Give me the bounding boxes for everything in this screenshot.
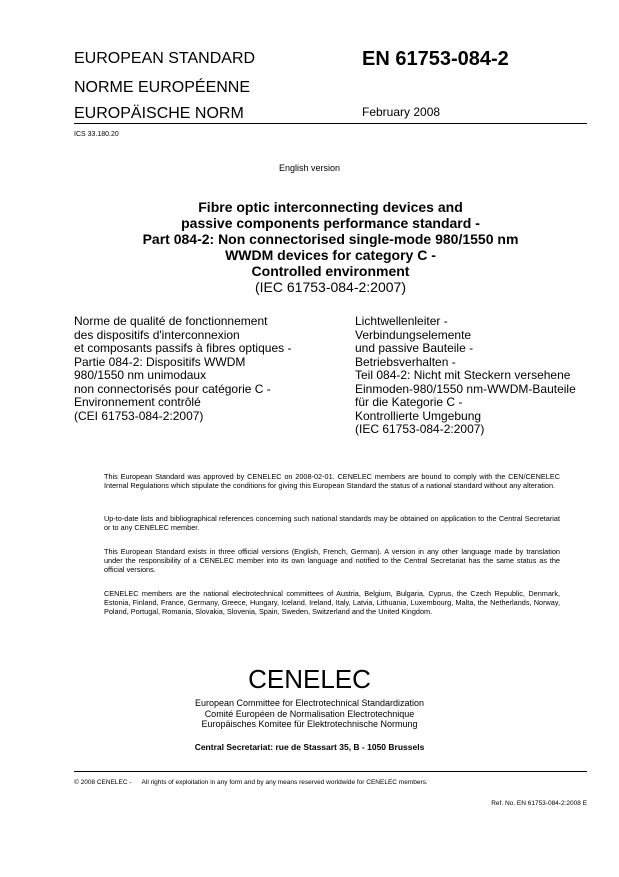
title-line: Fibre optic interconnecting devices and [198,199,463,215]
copyright-line [74,779,428,786]
french-title [74,315,324,423]
copyright-notice: © 2008 CENELEC - [74,779,132,786]
german-title-line: und passive Bauteile - [355,341,474,355]
secretariat-address: Central Secretariat: rue de Stassart 35, B - 1050 Brussels [194,742,425,752]
french-title-line: des dispositifs d'interconnexion [74,327,240,342]
title-line: Part 084-2: Non connectorised single-mode 980/1550 nm [142,231,519,247]
members-note: CENELEC members are the national electrotechnical committees of Austria, Belgium, Bulgaria, Cyprus, the Czech Republic, Denmark, Estonia, Finland, France, Germany, Greece, Hungary, Iceland, Ireland, Italy, Latvia, Lithuania, Luxembourg, Malta, the Netherlands, Norway, Poland, Portugal, Romania, Slovakia, Slovenia, Spain, Sweden, Switzerland and the United Kingdom. [104,589,560,616]
standard-label-en: EUROPEAN STANDARD [74,50,256,67]
committee-name-en: European Committee for Electrotechnical Standardization [194,698,425,708]
committee-name-de: Europäisches Komitee für Elektrotechnische Normung [201,719,418,729]
german-title-line: Teil 084-2: Nicht mit Steckern versehene [355,368,571,382]
committee-name-fr: Comité Européen de Normalisation Electrotechnique [204,708,415,719]
french-title-line: et composants passifs à fibres optiques - [74,341,292,355]
committee-names [0,698,619,730]
footer-divider [74,771,587,772]
german-title-line: Verbindungselemente [355,327,472,342]
german-title-line: (IEC 61753-084-2:2007) [355,422,485,436]
standard-label-fr: NORME EUROPÉENNE [74,79,251,96]
organization-name: CENELEC [248,664,371,694]
references-note: Up-to-date lists and bibliographical references concerning such national standards may be obtained on application to the Central Secretariat or to any CENELEC member. [104,514,560,532]
german-title-line: Lichtwellenleiter - [355,314,448,328]
standard-label-de: EUROPÄISCHE NORM [74,105,244,122]
french-title-line: non connectorisés pour catégorie C - [74,381,271,396]
title-line: passive components performance standard - [181,215,480,231]
version-label: English version [278,163,341,173]
french-title-line: 980/1550 nm unimodaux [74,368,207,382]
versions-note: This European Standard exists in three official versions (English, French, German). A version in any other language made by translation under the responsibility of a CENELEC member into its own language and notified to the Central Secretariat has the same status as the official versions. [104,547,560,574]
french-title-line: Norme de qualité de fonctionnement [74,314,268,328]
german-title [355,315,595,437]
standard-number: EN 61753-084-2 [362,48,509,70]
title-line: WWDM devices for category C - [225,247,436,263]
header-divider [74,123,587,124]
ics-code: ICS 33.180.20 [74,131,119,138]
publication-date: February 2008 [362,105,441,119]
rights-notice: All rights of exploitation in any form and by any means reserved worldwide for CENELEC members. [141,779,428,786]
title-reference: (IEC 61753-084-2:2007) [255,279,406,295]
german-title-line: für die Kategorie C - [355,395,463,409]
approval-note: This European Standard was approved by CENELEC on 2008-02-01. CENELEC members are bound to comply with the CEN/CENELEC Internal Regulations which stipulate the conditions for giving this European Standard the status of a national standard without any alteration. [104,472,560,490]
document-title [74,199,587,295]
german-title-line: Kontrollierte Umgebung [355,408,482,423]
french-title-line: Environnement contrôlé [74,395,201,409]
title-line: Controlled environment [251,263,410,279]
french-title-line: (CEI 61753-084-2:2007) [74,408,204,423]
reference-number: Ref. No. EN 61753-084-2:2008 E [491,800,587,807]
german-title-line: Betriebsverhalten - [355,354,456,369]
french-title-line: Partie 084-2: Dispositifs WWDM [74,354,246,369]
german-title-line: Einmoden-980/1550 nm-WWDM-Bauteile [355,381,576,396]
